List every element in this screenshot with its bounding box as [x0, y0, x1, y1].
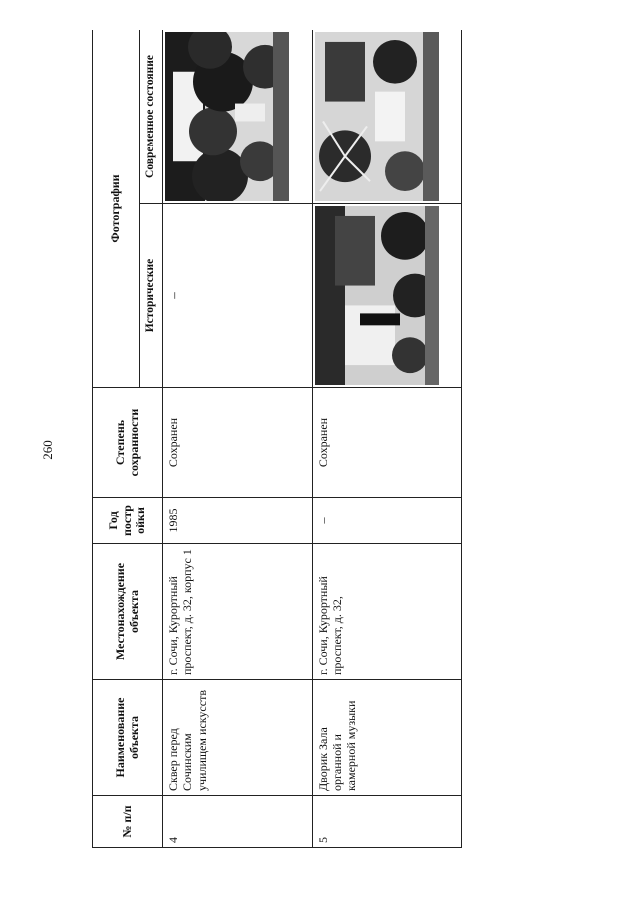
current-photo-courtyard: [315, 32, 439, 201]
page-number: 260: [39, 440, 55, 460]
heritage-table: [92, 30, 462, 848]
build-year: –: [312, 498, 462, 544]
table-container: [92, 30, 462, 848]
table-row: [312, 30, 462, 848]
current-photo-square: [165, 32, 289, 201]
row-number: 5: [312, 796, 462, 848]
header-current: Современное состояние: [140, 30, 163, 204]
header-preservation: Степень сохранности: [93, 388, 163, 498]
header-photos: Фотографии: [93, 30, 140, 388]
object-name: Сквер перед Сочинским училищем искусств: [163, 680, 313, 796]
object-location: г. Сочи, Курортный проспект, д. 32,: [312, 544, 462, 680]
preservation-status: Сохранен: [312, 388, 462, 498]
header-name: Наименование объекта: [93, 680, 163, 796]
header-year: Год постр ойки: [93, 498, 163, 544]
object-location: г. Сочи, Курортный проспект, д. 32, корпус 1: [163, 544, 313, 680]
historical-photo-absent: –: [163, 204, 313, 388]
header-num: № п/п: [93, 796, 163, 848]
header-historical: Исторические: [140, 204, 163, 388]
current-photo-cell: [163, 30, 313, 204]
header-location: Местонахождение объекта: [93, 544, 163, 680]
build-year: 1985: [163, 498, 313, 544]
historical-photo-cell: [312, 204, 462, 388]
object-name: Дворик Зала органной и камерной музыки: [312, 680, 462, 796]
table-row: [163, 30, 313, 848]
historical-photo-courtyard: [315, 206, 439, 385]
preservation-status: Сохранен: [163, 388, 313, 498]
row-number: 4: [163, 796, 313, 848]
current-photo-cell: [312, 30, 462, 204]
